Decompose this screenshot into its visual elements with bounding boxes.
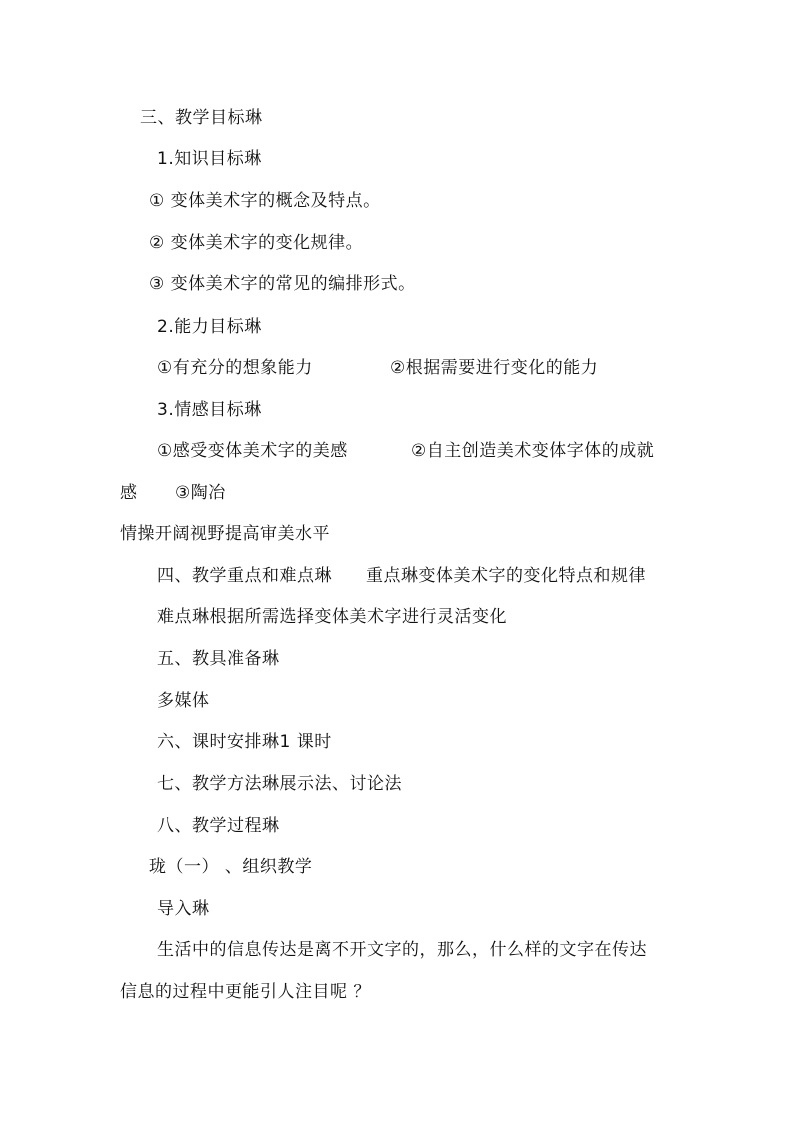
line-text: ② 变体美术字的变化规律。	[149, 233, 364, 253]
line-text: ②根据需要进行变化的能力	[390, 358, 599, 378]
section-heading	[157, 815, 280, 837]
section-heading	[157, 648, 280, 670]
list-item	[149, 232, 363, 254]
line-text: 3.情感目标琳	[157, 400, 262, 420]
text-line	[157, 357, 313, 379]
list-item	[149, 273, 416, 295]
text-line	[157, 690, 210, 712]
section-heading	[157, 773, 402, 795]
line-text: 七、教学方法琳展示法、讨论法	[157, 774, 402, 794]
text-line	[175, 482, 226, 504]
line-text: 四、教学重点和难点琳	[157, 566, 332, 586]
line-text: 五、教具准备琳	[157, 649, 280, 669]
line-text: 难点琳根据所需选择变体美术字进行灵活变化	[157, 607, 507, 627]
text-line	[120, 482, 138, 504]
subheading	[157, 148, 262, 170]
subheading	[149, 856, 312, 878]
line-text: 八、教学过程琳	[157, 816, 280, 836]
line-text: ③ 变体美术字的常见的编排形式。	[149, 274, 416, 294]
paragraph-line	[157, 939, 647, 961]
section-heading	[140, 107, 263, 129]
text-line	[411, 440, 654, 462]
line-text: 信息的过程中更能引人注目呢 ？	[120, 982, 371, 1002]
section-heading	[157, 731, 332, 753]
line-text: 2.能力目标琳	[157, 317, 262, 337]
line-text: ① 变体美术字的概念及特点。	[149, 191, 381, 211]
text-line	[157, 440, 348, 462]
subheading	[157, 399, 262, 421]
text-line	[390, 357, 598, 379]
line-text: 珑（一） 、组织教学	[149, 857, 313, 877]
subheading	[157, 316, 262, 338]
line-text: ②自主创造美术变体字体的成就	[411, 441, 655, 461]
line-text: ③陶冶	[175, 483, 226, 503]
text-line	[366, 565, 646, 587]
line-text: 导入琳	[157, 899, 210, 919]
subheading	[157, 898, 210, 920]
line-text: 六、课时安排琳1 课时	[157, 732, 332, 752]
list-item	[149, 190, 381, 212]
section-heading	[157, 565, 332, 587]
line-text: 生活中的信息传达是离不开文字的，那么，什么样的文字在传达	[157, 940, 647, 960]
line-text: 感	[120, 483, 138, 503]
line-text: 三、教学目标琳	[140, 108, 263, 128]
text-line	[120, 523, 330, 545]
line-text: ①感受变体美术字的美感	[157, 441, 348, 461]
line-text: 1.知识目标琳	[157, 149, 262, 169]
line-text: 重点琳变体美术字的变化特点和规律	[366, 566, 646, 586]
line-text: 情操开阔视野提高审美水平	[120, 524, 330, 544]
line-text: ①有充分的想象能力	[157, 358, 313, 378]
paragraph-line	[120, 981, 371, 1003]
line-text: 多媒体	[157, 691, 210, 711]
text-line	[157, 606, 507, 628]
